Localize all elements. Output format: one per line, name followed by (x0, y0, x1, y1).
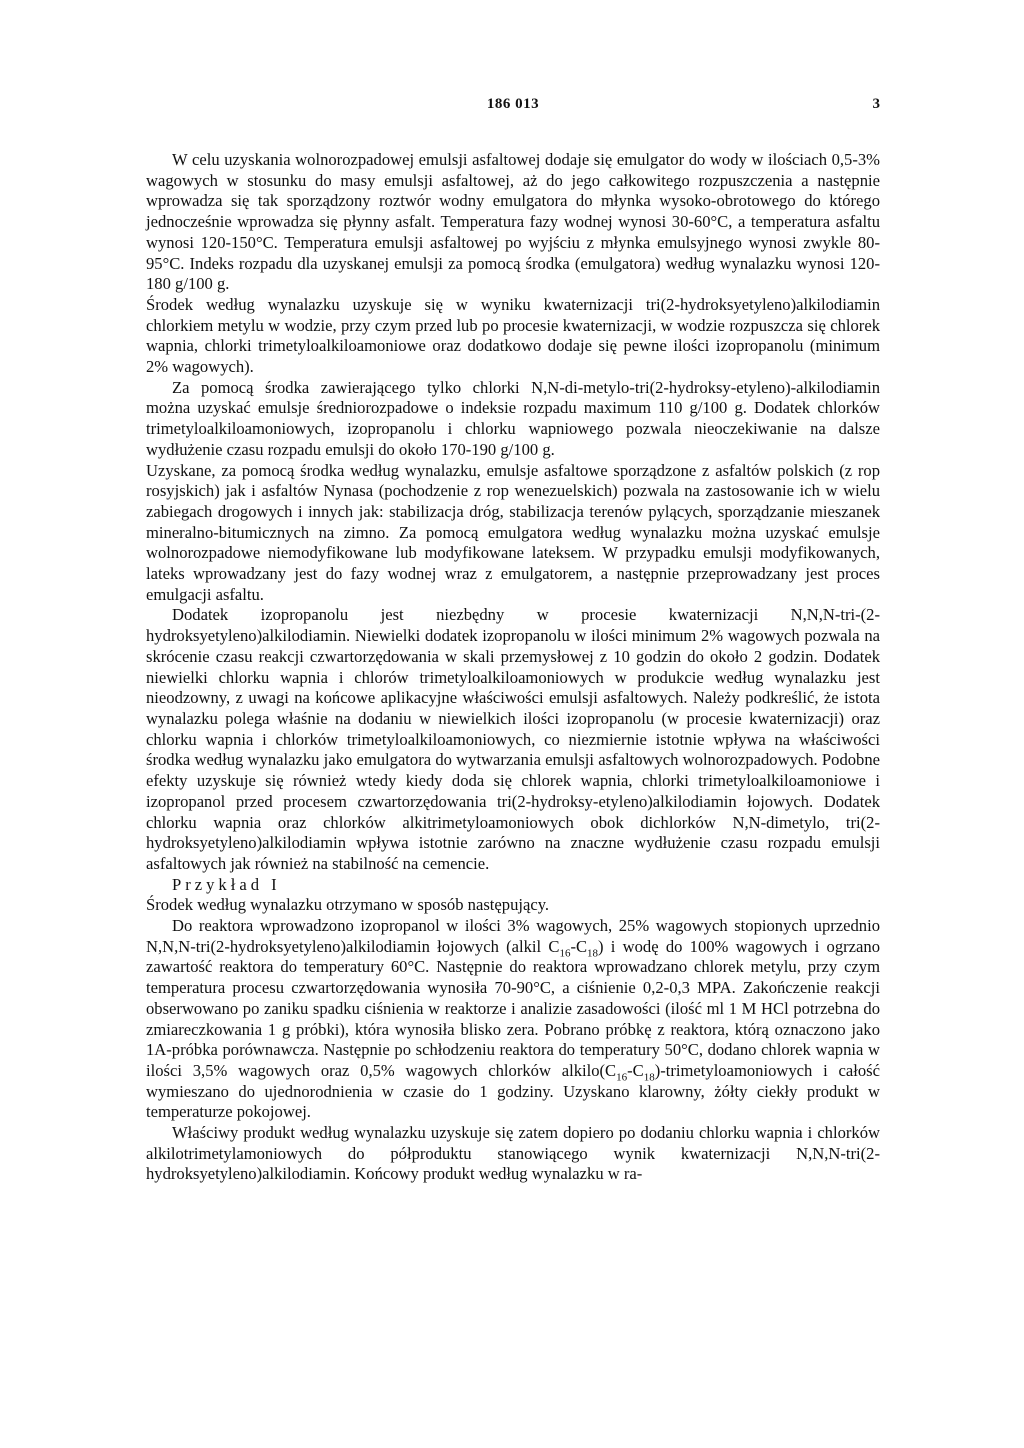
page-number: 3 (872, 96, 880, 112)
example-procedure (146, 916, 880, 1123)
subscript-c16-second: 16 (616, 1071, 628, 1084)
example-procedure-text-b: -C (570, 936, 588, 956)
paragraph-emulsion-preparation: W celu uzyskania wolnorozpadowej emulsji asfaltowej dodaje się emulgator do wody w ilościach 0,5-3% wagowych w stosunku do masy emulsji asfaltowej, aż do jego całkowitego rozpuszczenia a następnie wprowadza się tak sporządzony roztwór wodny emulgatora do młynka wysoko-obrotowego do którego jednocześnie wprowadza się płynny asfalt. Temperatura fazy wodnej wynosi 30-60°C, a temperatura asfaltu wynosi 120-150°C. Temperatura emulsji asfaltowej po wyjściu z młynka emulsyjnego wynosi zwykle 80-95°C. Indeks rozpadu dla uzyskanej emulsji za pomocą środka (emulgatora) według wynalazku wynosi 120-180 g/100 g. (146, 150, 880, 294)
patent-number: 186 013 (486, 96, 540, 112)
example-intro: Środek według wynalazku otrzymano w sposób następujący. (146, 895, 550, 915)
paragraph-isopropanol-role: Dodatek izopropanolu jest niezbędny w procesie kwaternizacji N,N,N-tri-(2-hydroksyetyleno)alkilodiamin. Niewielki dodatek izopropanolu w ilości minimum 2% wagowych pozwala na skrócenie czasu reakcji czwartorzędowania w skali przemysłowej z 10 godzin do około 2 godzin. Dodatek niewielki chlorku wapnia i chlorów trimetyloalkiloamoniowych w produkcie według wynalazku jest nieodzowny, z uwagi na końcowe aplikacyjne właściwości emulsji asfaltowych. Należy podkreślić, że istota wynalazku polega właśnie na dodaniu w niewielkich ilości izopropanolu (w procesie kwaternizacji) oraz chlorku wapnia i chlorków trimetyloalkiloamoniowych, co niezmiernie istotnie wpływa na właściwości środka według wynalazku jako emulgatora do wytwarzania emulsji asfaltowych wolnorozpadowych. Podobne efekty uzyskuje się również wtedy kiedy doda się chlorek wapnia, chlorki trimetyloalkiloamoniowe i izopropanol przed procesem czwartorzędowania tri(2-hydroksy-etyleno)alkilodiamin łojowych. Dodatek chlorku wapnia oraz chlorków alkitrimetyloamoniowych obok dichlorków N,N-dimetylo, tri(2-hydroksyetyleno)alkilodiamin wpływa istotnie zarówno na znaczne wydłużenie czasu rozpadu emulsji asfaltowych jak również na stabilność na cemencie. (146, 605, 880, 873)
example-procedure-text-a: Do reaktora wprowadzono izopropanol w ilości 3% wagowych, 25% wagowych stopionych uprzednio N,N,N-tri(2-hydroksyetyleno)alkilodiamin łojowych (alkil C (146, 916, 880, 956)
paragraph-agent-synthesis: Środek według wynalazku uzyskuje się w wyniku kwaternizacji tri(2-hydroksyetyleno)alkilodiamin chlorkiem metylu w wodzie, przy czym przed lub po procesie kwaternizacji, w wodzie rozpuszcza się chlorek wapnia, chlorki trimetyloalkiloamoniowe oraz dodatkowo dodaje się pewne ilości izopropanolu (minimum 2% wagowych). (146, 294, 880, 377)
subscript-c18-second: 18 (643, 1071, 655, 1084)
paragraph-final-product: Właściwy produkt według wynalazku uzyskuje się zatem dopiero po dodaniu chlorku wapnia i chlorków alkilotrimetylamoniowych do półproduktu stanowiącego wynik kwaternizacji N,N,N-tri(2-hydroksyetyleno)alkilodiamin. Końcowy produkt według wynalazku w ra- (146, 1123, 880, 1184)
page-header (146, 96, 880, 120)
paragraph-applications: Uzyskane, za pomocą środka według wynalazku, emulsje asfaltowe sporządzone z asfaltów polskich (z rop rosyjskich) jak i asfaltów Nynasa (pochodzenie z rop wenezuelskich) pozwala na zastosowanie ich w wielu zabiegach drogowych i innych jak: stabilizacja dróg, stabilizacja terenów pylących, sporządzanie mieszanek mineralno-bitumicznych na zimno. Za pomocą emulgatora według wynalazku można uzyskać emulsje wolnorozpadowe niemodyfikowane lub modyfikowane lateksem. W przypadku emulsji modyfikowanych, lateks wprowadzany jest do fazy wodnej wraz z emulgatorem, a następnie przeprowadzany jest proces emulgacji asfaltu. (146, 460, 880, 604)
document-body (146, 150, 880, 1185)
paragraph-decomposition-index: Za pomocą środka zawierającego tylko chlorki N,N-di-metylo-tri(2-hydroksy-etyleno)-alkilodiamin można uzyskać emulsje średniorozpadowe o indeksie rozpadu maximum 110 g/100 g. Dodatek chlorków trimetyloalkiloamoniowych, izopropanolu i chlorku wapniowego pozwala nieoczekiwanie na dalsze wydłużenie czasu rozpadu emulsji do około 170-190 g/100 g. (146, 377, 880, 459)
example-heading: Przykład I (172, 874, 281, 894)
example-procedure-text-c: ) i wodę do 100% wagowych i ogrzano zawartość reaktora do temperatury 60°C. Następnie do reaktora wprowadzano chlorek metylu, przy czym temperatura procesu czwartorzędowania wynosiła 70-90°C, a ciśnienie 0,2-0,3 MPA. Zakończenie reakcji obserwowano po zaniku spadku ciśnienia w reaktorze i analizie zasadowości (ilość ml 1 M HCl potrzebna do zmiareczkowania 1 g próbki), która wynosiła blisko zera. Pobrano próbkę z reaktora, którą oznaczono jako 1A-próbka porównawcza. Następnie po schłodzeniu reaktora do temperatury 50°C, dodano chlorek wapnia w ilości 3,5% wagowych oraz 0,5% wagowych chlorków alkilo(C (146, 936, 880, 1080)
example-procedure-text-e: )-trimetyloamoniowych i całość wymieszano do ujednorodnienia w czasie do 1 godziny. Uzyskano klarowny, żółty ciekły produkt w temperaturze pokojowej. (146, 1060, 881, 1122)
example-procedure-text-d: -C (627, 1060, 644, 1080)
subscript-c16: 16 (559, 947, 571, 960)
subscript-c18: 18 (587, 947, 599, 960)
